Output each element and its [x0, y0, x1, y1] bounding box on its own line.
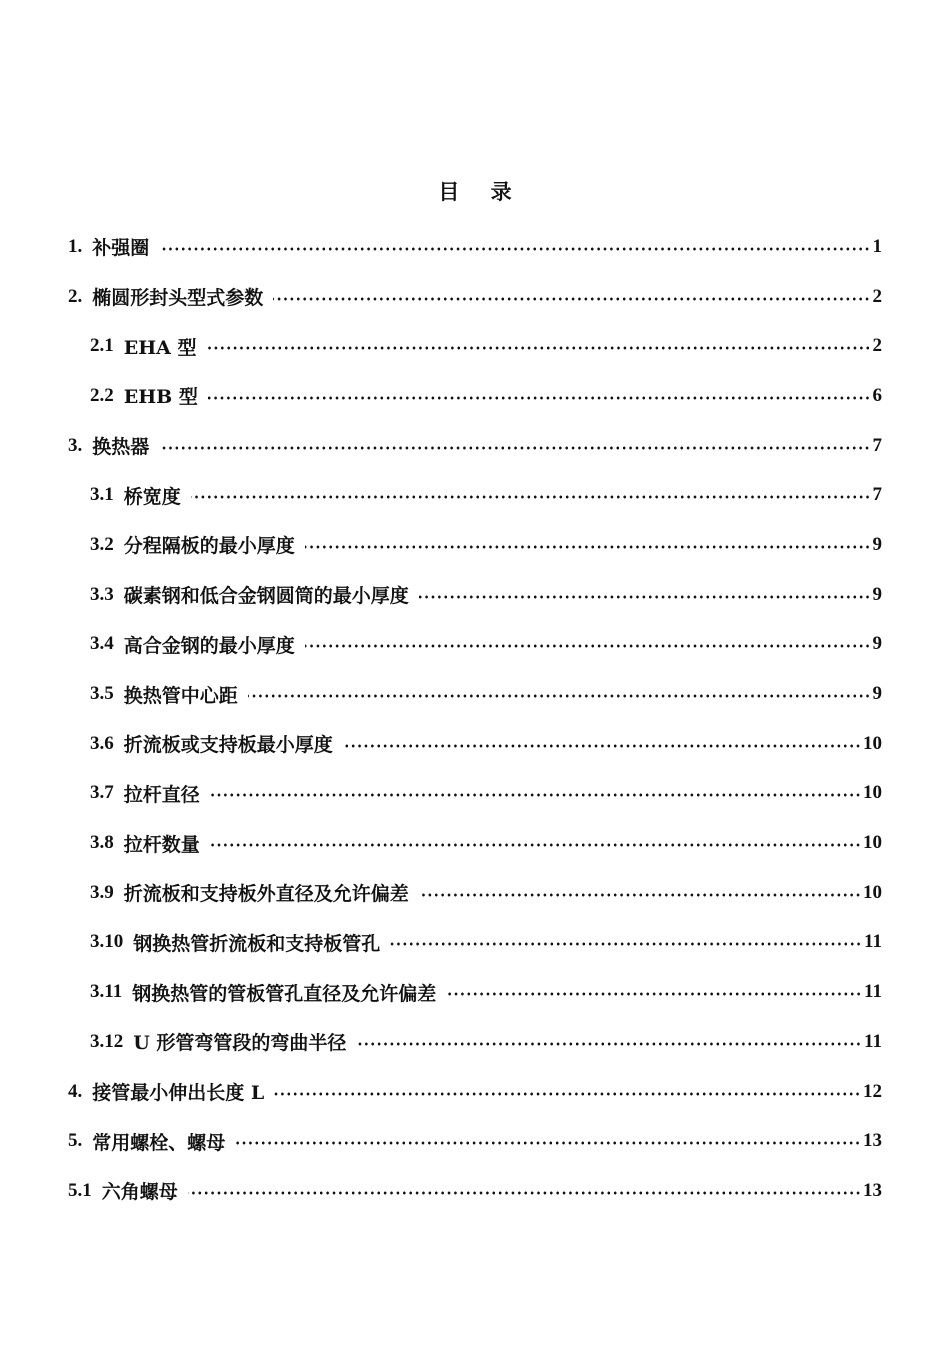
toc-entry-page: 2 — [872, 285, 882, 307]
toc-entry-page: 10 — [863, 782, 882, 804]
toc-entry-number: 3.4 — [90, 633, 114, 655]
dot-leader — [235, 1141, 861, 1145]
toc-entry-page: 13 — [863, 1179, 882, 1201]
toc-entry-number: 1. — [68, 235, 83, 257]
toc-entry[interactable] — [0, 967, 950, 1017]
toc-entry[interactable] — [0, 769, 950, 819]
toc-entry-label: 拉杆直径 — [123, 783, 200, 806]
toc-entry-number: 3.2 — [90, 533, 114, 555]
toc-entry-page: 10 — [863, 732, 882, 754]
dot-leader — [191, 495, 871, 499]
toc-entry[interactable] — [0, 1017, 950, 1067]
dot-leader — [305, 644, 871, 648]
toc-entry-page: 7 — [872, 484, 882, 506]
toc-entry-label: 接管最小伸出长度 L — [92, 1082, 265, 1105]
toc-entry-page: 11 — [864, 931, 882, 953]
toc-entry-page: 9 — [872, 633, 882, 655]
toc-entry-number: 2. — [68, 285, 83, 307]
toc-entry-label: 钢换热管折流板和支持板管孔 — [133, 932, 381, 955]
toc-entry[interactable] — [0, 371, 950, 421]
toc-entry[interactable] — [0, 818, 950, 868]
toc-entry-number: 3.5 — [90, 683, 114, 705]
dot-leader — [273, 297, 870, 301]
toc-entry-label: 拉杆数量 — [123, 833, 200, 856]
toc-entry-number: 3.11 — [90, 981, 123, 1003]
toc-entry-label: 折流板和支持板外直径及允许偏差 — [123, 883, 409, 906]
toc-entry-label: EHB 型 — [123, 386, 198, 409]
toc-entry-number: 3.6 — [90, 732, 114, 754]
dot-leader — [356, 1042, 862, 1046]
toc-entry-number: 5.1 — [68, 1179, 92, 1201]
toc-entry-page: 9 — [872, 583, 882, 605]
dot-leader — [248, 694, 871, 698]
toc-entry[interactable] — [0, 918, 950, 968]
toc-entry-number: 3.9 — [90, 881, 114, 903]
toc-entry[interactable] — [0, 1116, 950, 1166]
dot-leader — [419, 595, 871, 599]
toc-entry-label: U 形管弯管段的弯曲半径 — [133, 1032, 347, 1055]
toc-entry-page: 10 — [863, 881, 882, 903]
toc-entry-page: 1 — [872, 235, 882, 257]
toc-entry-number: 2.1 — [90, 335, 114, 357]
toc-entry-label: 换热管中心距 — [123, 684, 238, 707]
toc-entry-number: 3.12 — [90, 1030, 124, 1052]
toc-entry[interactable] — [0, 669, 950, 719]
toc-entry[interactable] — [0, 222, 950, 272]
toc-entry-page: 10 — [863, 832, 882, 854]
toc-entry[interactable] — [0, 470, 950, 520]
toc-entry[interactable] — [0, 520, 950, 570]
toc-entry-number: 3.10 — [90, 931, 124, 953]
toc-entry[interactable] — [0, 1067, 950, 1117]
dot-leader — [343, 744, 861, 748]
toc-entry-page: 2 — [872, 335, 882, 357]
dot-leader — [159, 247, 870, 251]
toc-entry-page: 9 — [872, 533, 882, 555]
toc-entry-label: 常用螺栓、螺母 — [92, 1131, 226, 1154]
toc-entry-page: 13 — [863, 1130, 882, 1152]
dot-leader — [210, 843, 861, 847]
toc-entry[interactable] — [0, 321, 950, 371]
toc-list — [0, 222, 950, 1216]
toc-entry-page: 11 — [864, 981, 882, 1003]
toc-entry-label: 钢换热管的管板管孔直径及允许偏差 — [132, 982, 437, 1005]
dot-leader — [188, 1191, 861, 1195]
toc-entry-page: 7 — [872, 434, 882, 456]
dot-leader — [419, 893, 861, 897]
toc-entry-page: 6 — [872, 384, 882, 406]
dot-leader — [274, 1092, 861, 1096]
dot-leader — [446, 992, 862, 996]
toc-entry-number: 3.7 — [90, 782, 114, 804]
dot-leader — [210, 793, 861, 797]
toc-entry-label: 碳素钢和低合金钢圆筒的最小厚度 — [123, 585, 409, 608]
toc-entry-label: 折流板或支持板最小厚度 — [123, 734, 333, 757]
toc-entry-number: 3.8 — [90, 832, 114, 854]
toc-entry-label: 换热器 — [92, 436, 150, 459]
dot-leader — [208, 396, 871, 400]
dot-leader — [207, 346, 871, 350]
toc-entry-label: 高合金钢的最小厚度 — [123, 634, 295, 657]
toc-entry-page: 9 — [872, 683, 882, 705]
toc-entry-page: 12 — [863, 1080, 882, 1102]
toc-entry[interactable] — [0, 570, 950, 620]
toc-entry[interactable] — [0, 868, 950, 918]
toc-entry[interactable] — [0, 719, 950, 769]
toc-entry-label: EHA 型 — [123, 336, 197, 359]
toc-entry-label: 分程隔板的最小厚度 — [123, 535, 295, 558]
toc-entry-number: 4. — [68, 1080, 83, 1102]
dot-leader — [159, 446, 870, 450]
toc-entry-label: 桥宽度 — [123, 485, 181, 508]
toc-entry[interactable] — [0, 620, 950, 670]
dot-leader — [305, 545, 871, 549]
toc-entry-number: 3.3 — [90, 583, 114, 605]
toc-entry-number: 5. — [68, 1130, 83, 1152]
toc-entry-label: 椭圆形封头型式参数 — [92, 287, 264, 310]
dot-leader — [390, 942, 862, 946]
toc-entry-number: 2.2 — [90, 384, 114, 406]
toc-entry-label: 补强圈 — [92, 237, 150, 260]
toc-title: 目 录 — [438, 179, 524, 204]
toc-entry-number: 3.1 — [90, 484, 114, 506]
toc-entry-page: 11 — [864, 1030, 882, 1052]
toc-entry[interactable] — [0, 272, 950, 322]
toc-entry-label: 六角螺母 — [101, 1181, 178, 1204]
toc-entry[interactable] — [0, 1166, 950, 1216]
toc-entry[interactable] — [0, 421, 950, 471]
toc-entry-number: 3. — [68, 434, 83, 456]
